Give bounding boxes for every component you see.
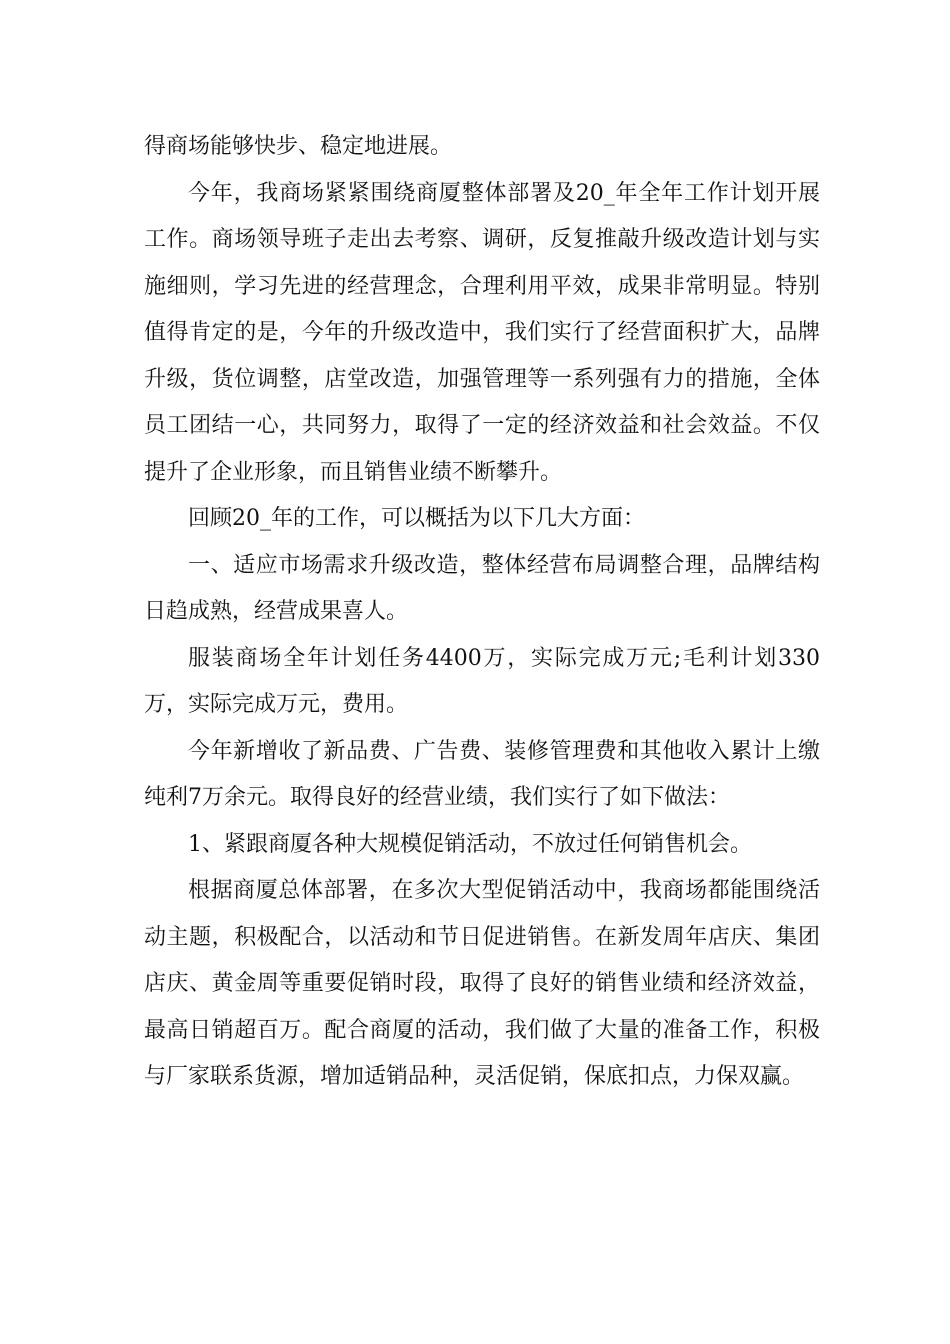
paragraph-6: 今年新增收了新品费、广告费、装修管理费和其他收入累计上缴纯利7万余元。取得良好的经营业绩，我们实行了如下做法： bbox=[144, 738, 820, 810]
paragraph-3: 回顾20_年的工作，可以概括为以下几大方面： bbox=[188, 506, 645, 531]
paragraph-8: 根据商厦总体部署，在多次大型促销活动中，我商场都能围绕活动主题，积极配合，以活动和节日促进销售。在新发周年店庆、集团店庆、黄金周等重要促销时段，取得了良好的销售业绩和经济效益，最高日销超百万。配合商厦的活动，我们做了大量的准备工作，积极与厂家联系货源，增加适销品种，灵活促销，保底扣点，力保双赢。 bbox=[144, 878, 820, 1089]
paragraph-2: 今年，我商场紧紧围绕商厦整体部署及20_年全年工作计划开展工作。商场领导班子走出去考察、调研，反复推敲升级改造计划与实施细则，学习先进的经营理念，合理利用平效，成果非常明显。特别值得肯定的是，今年的升级改造中，我们实行了经营面积扩大，品牌升级，货位调整，店堂改造，加强管理等一系列强有力的措施，全体员工团结一心，共同努力，取得了一定的经济效益和社会效益。不仅提升了企业形象，而且销售业绩不断攀升。 bbox=[144, 180, 820, 485]
paragraph-7: 1、紧跟商厦各种大规模促销活动，不放过任何销售机会。 bbox=[188, 831, 752, 857]
paragraph-5: 服装商场全年计划任务4400万，实际完成万元;毛利计划330万，实际完成万元，费用。 bbox=[144, 645, 820, 717]
paragraph-4: 一、适应市场需求升级改造，整体经营布局调整合理，品牌结构日趋成熟，经营成果喜人。 bbox=[144, 552, 820, 624]
paragraph-1: 得商场能够快步、稳定地进展。 bbox=[144, 134, 453, 159]
document-body bbox=[144, 124, 820, 1101]
